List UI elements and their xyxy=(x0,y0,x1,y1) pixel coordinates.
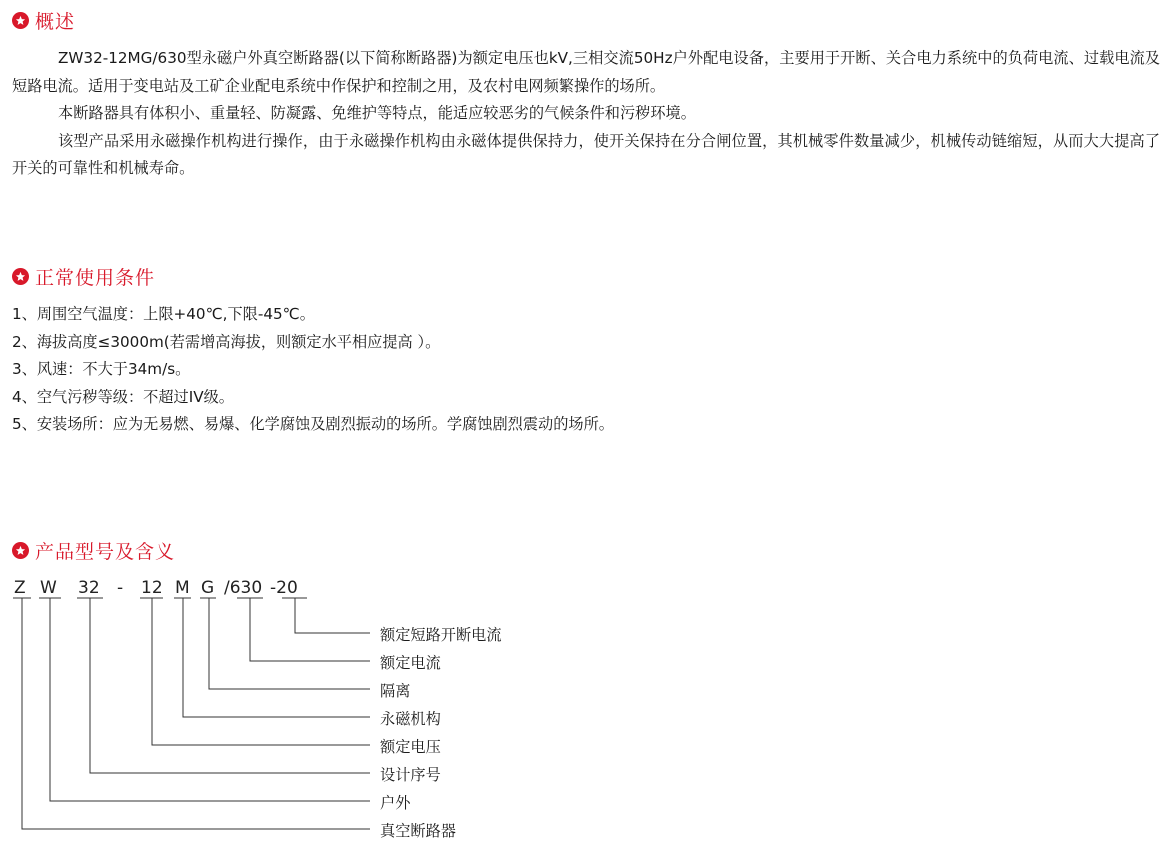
code-meaning: 额定电流 xyxy=(380,654,441,672)
leader-line xyxy=(152,598,370,745)
overview-paragraph: 本断路器具有体积小、重量轻、防凝露、免维护等特点，能适应较恶劣的气候条件和污秽环境。 xyxy=(58,104,696,122)
star-badge-icon xyxy=(12,12,29,29)
leader-line xyxy=(295,598,370,633)
code-segment: 12 xyxy=(141,578,163,598)
code-segment: -20 xyxy=(270,578,298,598)
leader-line xyxy=(90,598,370,773)
list-item: 1、周围空气温度：上限+40℃,下限-45℃。 xyxy=(12,305,315,323)
leader-line xyxy=(183,598,370,717)
conditions-title: 正常使用条件 xyxy=(35,267,156,289)
code-segment: W xyxy=(40,578,57,598)
code-meaning: 设计序号 xyxy=(380,766,441,784)
model-code-diagram xyxy=(0,568,600,846)
model-heading xyxy=(12,537,175,564)
code-meaning: 真空断路器 xyxy=(380,822,456,840)
conditions-heading xyxy=(12,263,155,290)
list-item: 4、空气污秽等级：不超过IV级。 xyxy=(12,387,234,406)
overview-paragraph: 该型产品采用永磁操作机构进行操作，由于永磁操作机构由永磁体提供保持力，使开关保持在分合闸位置，其机械零件数量减少，机械传动链缩短，从而大大提高了开关的可靠性和机械寿命。 xyxy=(12,131,1160,177)
code-meaning: 户外 xyxy=(380,794,411,812)
overview-paragraph: ZW32-12MG/630型永磁户外真空断路器(以下简称断路器)为额定电压也kV,三相交流50Hz户外配电设备，主要用于开断、关合电力系统中的负荷电流、过载电流及短路电流。适用于变电站及工矿企业配电系统中作保护和控制之用，及农村电网频繁操作的场所。 xyxy=(12,49,1160,95)
code-segment: G xyxy=(201,578,215,598)
list-item: 3、风速：不大于34m/s。 xyxy=(12,360,191,378)
list-item: 2、海拔高度≤3000m(若需增高海拔，则额定水平相应提高 ）。 xyxy=(12,332,441,351)
list-item: 5、安装场所：应为无易燃、易爆、化学腐蚀及剧烈振动的场所。学腐蚀剧烈震动的场所。 xyxy=(12,415,614,433)
model-title: 产品型号及含义 xyxy=(35,541,176,563)
star-badge-icon xyxy=(12,542,29,559)
leader-line xyxy=(209,598,370,689)
code-meaning: 隔离 xyxy=(380,682,411,700)
overview-title: 概述 xyxy=(35,11,76,33)
overview-heading xyxy=(12,7,75,34)
code-segment: M xyxy=(175,578,190,598)
code-meaning: 永磁机构 xyxy=(380,710,441,728)
conditions-list xyxy=(12,301,1160,439)
code-segment: - xyxy=(117,578,124,598)
code-meaning: 额定短路开断电流 xyxy=(380,626,502,644)
code-meaning: 额定电压 xyxy=(380,738,441,756)
overview-body xyxy=(12,45,1160,183)
code-segment: /630 xyxy=(224,578,263,598)
code-segment: 32 xyxy=(78,578,100,598)
code-segment: Z xyxy=(14,578,26,598)
star-badge-icon xyxy=(12,268,29,285)
leader-line xyxy=(250,598,370,661)
leader-line xyxy=(50,598,370,801)
